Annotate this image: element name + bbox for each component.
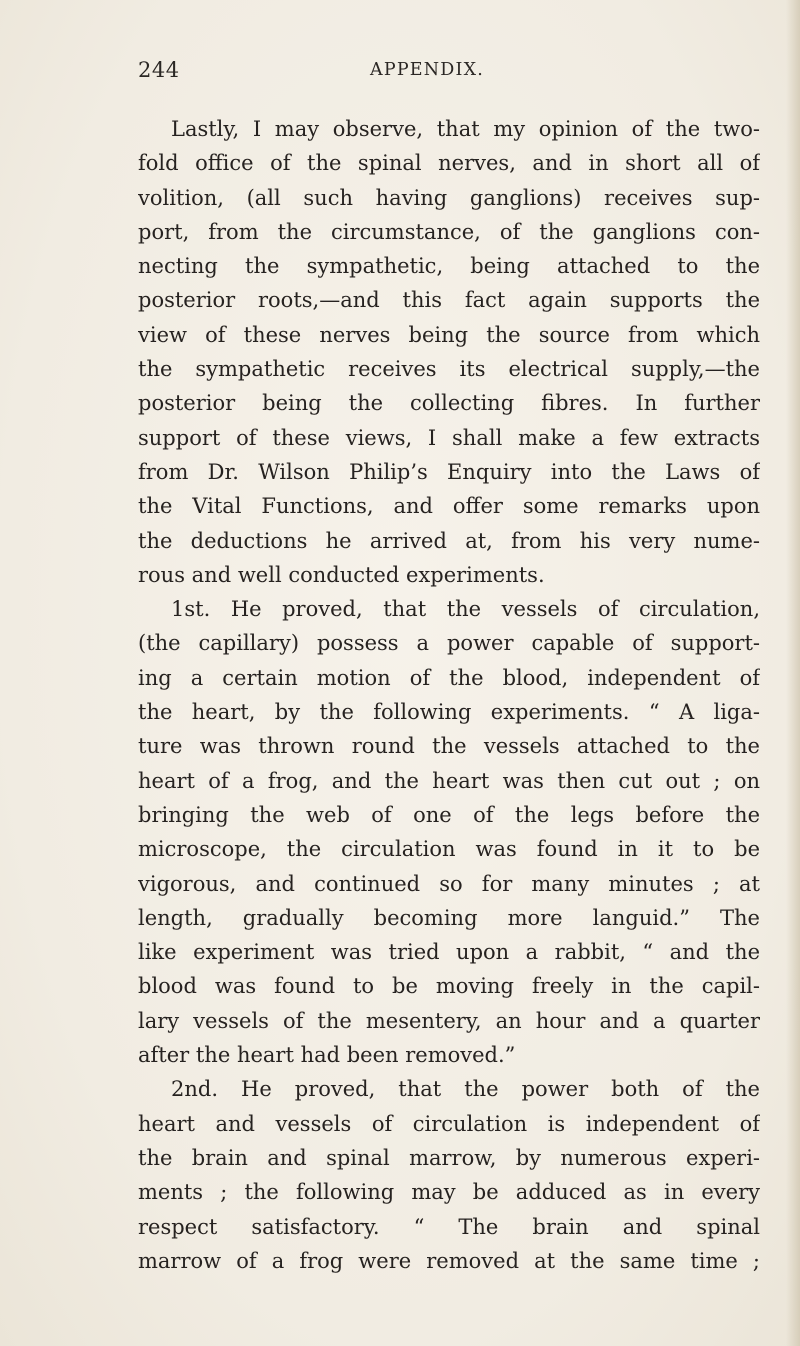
text-line: port, from the circumstance, of the ganglions con- (138, 219, 760, 244)
page-edge-shadow (786, 0, 800, 1346)
text-line: necting the sympathetic, being attached to the (138, 254, 760, 279)
text-line: 2nd. He proved, that the power both of the (171, 1077, 760, 1102)
text-line: posterior being the collecting fibres. In further (138, 391, 760, 416)
text-line: the Vital Functions, and offer some remarks upon (138, 494, 760, 519)
text-line: the brain and spinal marrow, by numerous experi- (138, 1145, 760, 1170)
text-line: ments ; the following may be adduced as in every (138, 1180, 760, 1205)
text-line: like experiment was tried upon a rabbit, “ and the (138, 940, 760, 965)
text-line: the deductions he arrived at, from his very nume- (138, 528, 760, 553)
text-line: fold office of the spinal nerves, and in short all of (138, 151, 760, 176)
text-line: heart of a frog, and the heart was then cut out ; on (138, 768, 760, 793)
text-line: ture was thrown round the vessels attached to the (138, 734, 760, 759)
text-line: ing a certain motion of the blood, independent of (138, 665, 760, 690)
text-line: length, gradually becoming more languid.” The (138, 905, 760, 930)
text-line: rous and well conducted experiments. (138, 562, 545, 587)
text-line: from Dr. Wilson Philip’s Enquiry into the Laws of (138, 459, 760, 484)
text-line: view of these nerves being the source from which (138, 322, 760, 347)
text-line: heart and vessels of circulation is independent of (138, 1111, 760, 1136)
text-line: support of these views, I shall make a few extracts (138, 425, 760, 450)
text-line: (the capillary) possess a power capable of support- (138, 631, 760, 656)
text-line: the heart, by the following experiments. “ A liga- (138, 700, 760, 725)
text-line: bringing the web of one of the legs before the (138, 802, 760, 827)
text-line: volition, (all such having ganglions) receives sup- (138, 185, 760, 210)
text-line: microscope, the circulation was found in it to be (138, 837, 760, 862)
text-line: respect satisfactory. “ The brain and spinal (138, 1214, 760, 1239)
text-line: marrow of a frog were removed at the same time ; (138, 1248, 760, 1273)
text-line: posterior roots,—and this fact again supports the (138, 288, 760, 313)
text-line: blood was found to be moving freely in the capil- (138, 974, 760, 999)
running-title: APPENDIX. (370, 60, 485, 80)
text-line: lary vessels of the mesentery, an hour and a quarter (138, 1008, 760, 1033)
text-line: Lastly, I may observe, that my opinion of the two- (171, 117, 760, 141)
text-line: vigorous, and continued so for many minutes ; at (138, 871, 760, 896)
body-text (138, 112, 760, 1278)
text-line: 1st. He proved, that the vessels of circulation, (171, 597, 760, 622)
text-line: after the heart had been removed.” (138, 1043, 516, 1068)
page-number: 244 (138, 58, 180, 82)
page-header (138, 58, 638, 92)
text-line: the sympathetic receives its electrical supply,—the (138, 357, 760, 382)
